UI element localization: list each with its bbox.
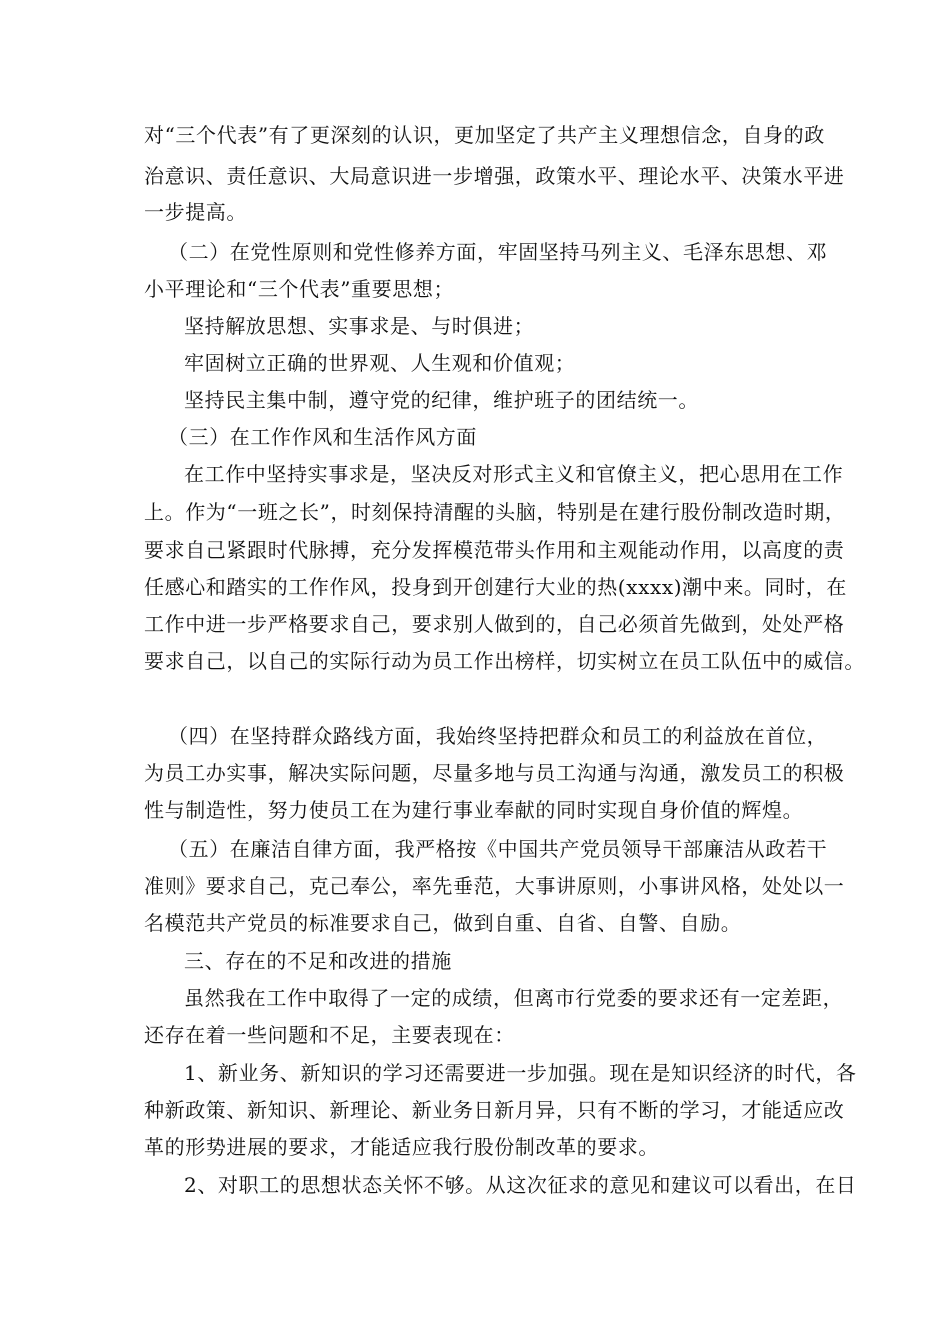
- text-line: 为员工办实事，解决实际问题，尽量多地与员工沟通与沟通，激发员工的积极: [144, 761, 845, 785]
- section-heading: （三）在工作作风和生活作风方面: [168, 425, 477, 449]
- section-heading: （四）在坚持群众路线方面，我始终坚持把群众和员工的利益放在首位，: [168, 724, 828, 748]
- text-line: 种新政策、新知识、新理论、新业务日新月异，只有不断的学习，才能适应改: [144, 1098, 845, 1122]
- section-heading: 三、存在的不足和改进的措施: [184, 949, 452, 973]
- text-line: 一步提高。: [144, 200, 247, 224]
- text-line: 上。作为“一班之长”，时刻保持清醒的头脑，特别是在建行股份制改造时期，: [144, 500, 846, 524]
- text-line: 名模范共产党员的标准要求自己，做到自重、自省、自警、自励。: [144, 911, 742, 935]
- text-line: 还存在着一些问题和不足，主要表现在：: [144, 1023, 515, 1047]
- text-line: 要求自己紧跟时代脉搏，充分发挥模范带头作用和主观能动作用，以高度的责: [144, 538, 845, 562]
- text-line: 小平理论和“三个代表”重要思想；: [144, 277, 455, 301]
- text-line: 治意识、责任意识、大局意识进一步增强，政策水平、理论水平、决策水平进: [144, 164, 845, 188]
- text-line: 任感心和踏实的工作作风，投身到开创建行大业的热(xxxx)潮中来。同时，在: [144, 575, 847, 599]
- text-line: 在工作中坚持实事求是，坚决反对形式主义和官僚主义，把心思用在工作: [184, 462, 844, 486]
- text-line: 坚持民主集中制，遵守党的纪律，维护班子的团结统一。: [184, 388, 699, 412]
- text-line: 对“三个代表”有了更深刻的认识，更加坚定了共产主义理想信念，自身的政: [144, 123, 825, 147]
- text-line: 虽然我在工作中取得了一定的成绩，但离市行党委的要求还有一定差距，: [184, 986, 844, 1010]
- list-item: 1、新业务、新知识的学习还需要进一步加强。现在是知识经济的时代，各: [184, 1061, 857, 1085]
- list-item: 2、对职工的思想状态关怀不够。从这次征求的意见和建议可以看出，在日: [184, 1173, 857, 1197]
- text-line: 要求自己，以自己的实际行动为员工作出榜样，切实树立在员工队伍中的威信。: [144, 649, 865, 673]
- text-line: 牢固树立正确的世界观、人生观和价值观；: [184, 351, 576, 375]
- text-line: 坚持解放思想、实事求是、与时俱进；: [184, 314, 535, 338]
- section-heading: （五）在廉洁自律方面，我严格按《中国共产党员领导干部廉洁从政若干: [168, 837, 828, 861]
- text-line: 性与制造性，努力使员工在为建行事业奉献的同时实现自身价值的辉煌。: [144, 798, 804, 822]
- section-heading: （二）在党性原则和党性修养方面，牢固坚持马列主义、毛泽东思想、邓: [168, 240, 828, 264]
- text-line: 准则》要求自己，克己奉公，率先垂范，大事讲原则，小事讲风格，处处以一: [144, 874, 845, 898]
- text-line: 革的形势进展的要求，才能适应我行股份制改革的要求。: [144, 1135, 659, 1159]
- text-line: 工作中进一步严格要求自己，要求别人做到的，自己必须首先做到，处处严格: [144, 612, 845, 636]
